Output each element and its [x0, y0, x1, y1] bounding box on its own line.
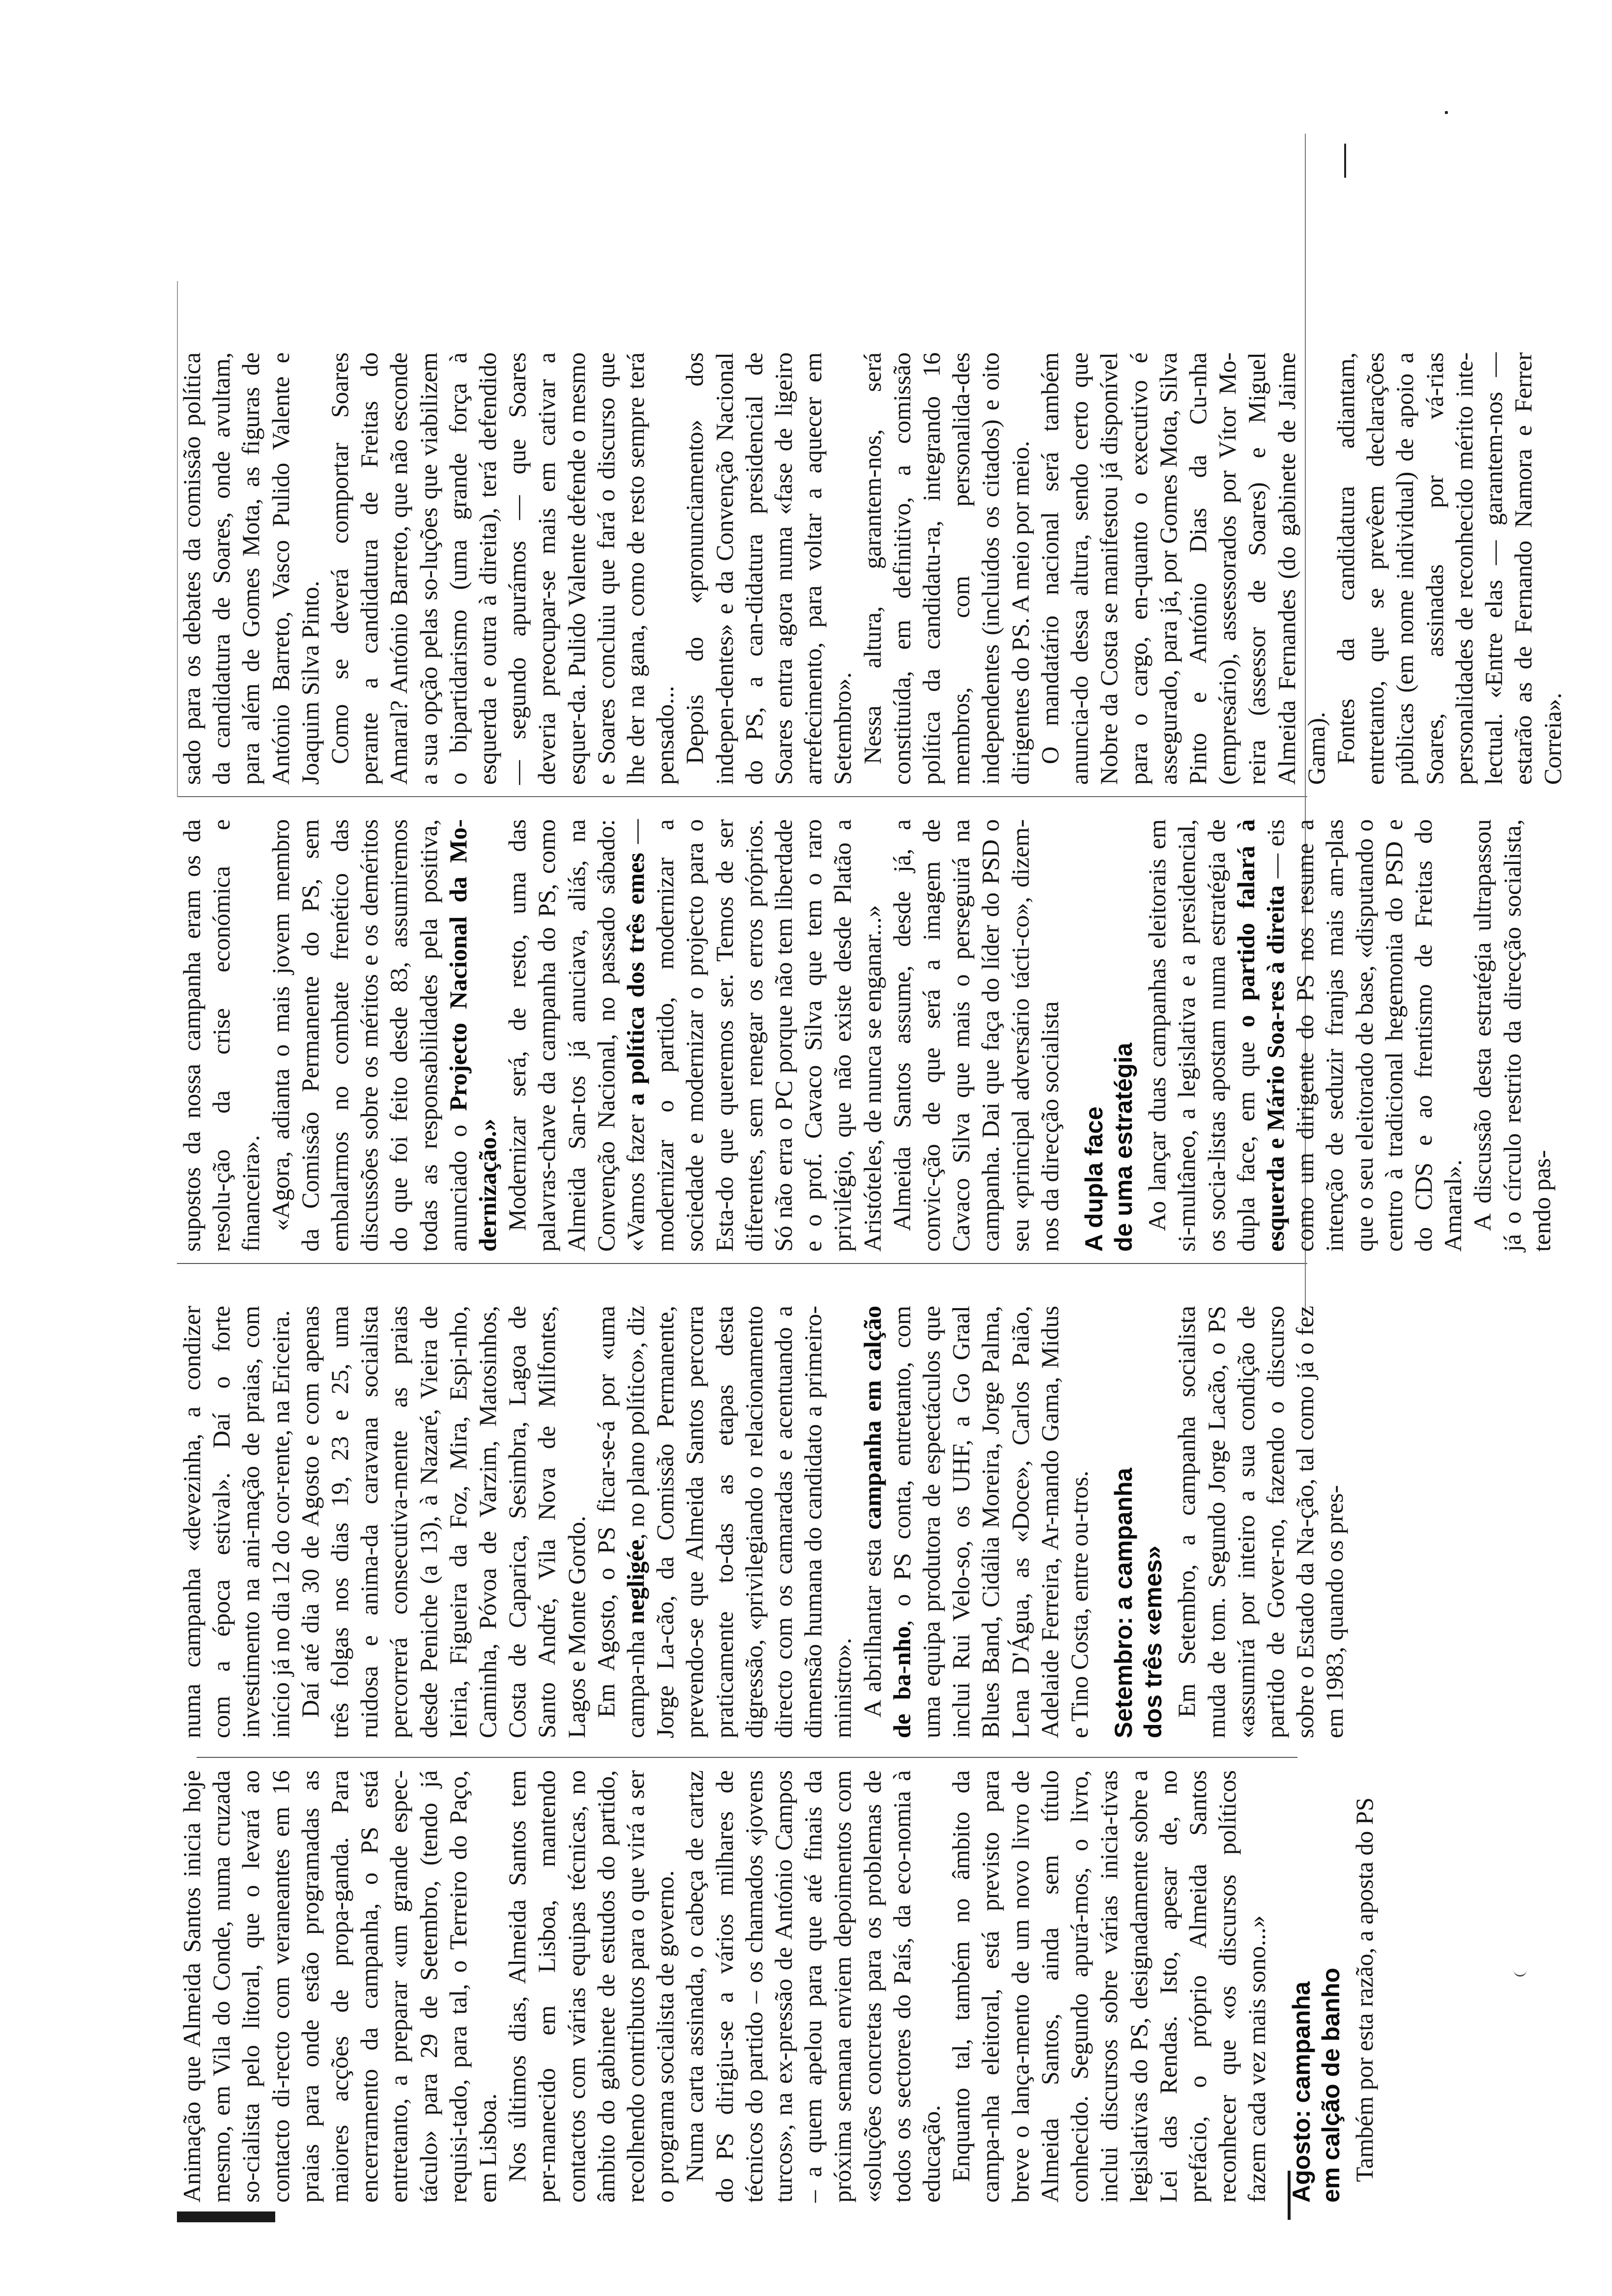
- paragraph-text: O mandatário nacional será também anuncia-do dessa altura, sendo certo que Nobre da Costa se manifestou já disponível para o cargo, en-quanto o executivo é assegurado, para já, por Gomes Mota, Silva Pinto e António Dias da Cu-nha (empresário), assessorados por Vítor Mo-reira (assessor de Soares) e Miguel Almeida Fernandes (do gabinete de Jaime Gama).: [1036, 352, 1330, 785]
- article-paragraph: [858, 352, 1035, 785]
- section-heading-line: A dupla face: [1080, 1106, 1108, 1252]
- paragraph-text: Nessa altura, garantem-nos, será constituída, em definitivo, a comissão política da candidatu-ra, integrando 16 membros, com personalida-des independentes (incluídos os citados) e oito dirigentes do PS. A meio por meio.: [858, 352, 1034, 785]
- article-paragraph: [1142, 819, 1468, 1252]
- section-heading-line: de uma estratégia: [1110, 1042, 1138, 1252]
- article-column-4: [177, 352, 1567, 785]
- section-heading-line: Setembro: a campanha: [1110, 1467, 1138, 1738]
- stray-pencil-mark: [1514, 1968, 1526, 1977]
- article-column-3: [177, 819, 1555, 1252]
- article-column-1: [177, 1770, 1378, 2203]
- bold-phrase: o partido falará à esquerda e Mário Soa-res à direita: [1232, 819, 1289, 1252]
- section-heading-line: Agosto: campanha: [1287, 1981, 1315, 2203]
- article-paragraph: [680, 1770, 946, 2203]
- paragraph-text: A discussão desta estratégia ultrapassou já o círculo restrito da direcção socialista, tendo pas-: [1468, 819, 1555, 1252]
- bold-phrase: negligée: [622, 1539, 650, 1624]
- paragraph-text: Enquanto tal, também no âmbito da campa-nha eleitoral, está previsto para breve o lança-mento de um novo livro de Almeida Santos, ainda sem título conhecido. Segundo apurá-mos, o livro, inclui discursos sobre várias inicia-tivas legislativas do PS, designadamente sobre a Lei das Rendas. Isto, apesar de, no prefácio, o próprio Almeida Santos reconhecer que «os discursos políticos fazem cada vez mais sono...»: [947, 1770, 1271, 2203]
- paragraph-text: — eis como um dirigente do PS nos resume a intenção de seduzir franjas mais am-plas que o seu eleitorado de base, «disputando o centro à tradicional hegemonia do PSD e do CDS e ao frentismo de Freitas do Amaral».: [1261, 819, 1467, 1252]
- column-divider-2-3: [177, 1263, 1307, 1264]
- paragraph-text: Almeida Santos assume, desde já, a convic-ção de que será a imagem de Cavaco Silva que mais o perseguirá na campanha. Dai que faça do líder do PSD o seu «principal adversário tácti-co», dizem-nos da direcção socialista: [888, 819, 1064, 1252]
- paragraph-text: sado para os debates da comissão política da candidatura de Soares, onde avultam, para além de Gomes Mota, as figuras de António Barreto, Vasco Pulido Valente e Joaquim Silva Pinto.: [178, 352, 324, 785]
- section-heading: [1109, 1306, 1168, 1738]
- paragraph-text: Depois do «pronunciamento» dos indepen-dentes» e da Convenção Nacional do PS, a can-didatura presidencial de Soares entra agora numa «fase de ligeiro arrefecimento, para voltar a aquecer em Setembro».: [681, 352, 857, 785]
- paragraph-text: Em Agosto, o PS ficar-se-á por «uma campa-nha: [592, 1306, 650, 1738]
- bold-phrase: a política dos três emes: [622, 853, 650, 1106]
- article-paragraph: [591, 1306, 858, 1738]
- paragraph-text: Como se deverá comportar Soares perante a candidatura de Freitas do Amaral? António Barreto, que não esconde a sua opção pelas so-luções que viabilizem o bipartidarismo (uma grande força à esquerda e outra à direita), terá defendido — segundo apurámos — que Soares deveria preocupar-se mais em cativar a esquer-da. Pulido Valente defende o mesmo e Soares concluiu que fará o discurso que lhe der na gana, como de resto sempre terá pensado...: [326, 352, 679, 785]
- paragraph-text: «Agora, adianta o mais jovem membro da Comissão Permanente do PS, sem embalarmos no combate frenético das discussões sobre os méritos e os deméritos do que foi feito desde 83, assumiremos todas as responsabilidades pela positiva, anunciado o: [266, 819, 472, 1252]
- edge-mark: [1445, 111, 1448, 114]
- column-divider-1-2: [197, 1757, 1297, 1758]
- article-paragraph: [177, 1770, 502, 2203]
- paragraph-text: Também por esta razão, a aposta do PS: [1350, 1797, 1378, 2182]
- article-paragraph: [502, 1770, 680, 2203]
- article-column-2: [177, 1306, 1349, 1738]
- column-divider-3-4: [177, 796, 1307, 797]
- article-paragraph: [1172, 1306, 1349, 1738]
- article-paragraph: [858, 1306, 1094, 1738]
- paragraph-text: numa campanha «devezinha, a condizer com a época estival». Daí o forte investimento na ani-mação de praias, com início já no dia 12 do cor-rente, na Ericeira.: [178, 1306, 294, 1738]
- article-paragraph: [946, 1770, 1271, 2203]
- article-paragraph: [1468, 819, 1556, 1252]
- paragraph-text: Numa carta assinada, o cabeça de cartaz do PS dirigiu-se a vários milhares de técnicos do partido – os chamados «jovens turcos», na ex-pressão de António Campos – a quem apelou para que até finais da próxima semana enviem depoimentos com «soluções concretas para os problemas de todos os sectores do País, da eco-nomia à educação.: [681, 1770, 946, 2203]
- article-paragraph: [1350, 1770, 1379, 2203]
- section-heading-line: em calção de banho: [1317, 1968, 1345, 2203]
- edge-mark: [1344, 144, 1346, 178]
- article-paragraph: [1331, 352, 1568, 785]
- paragraph-text: — modernizar o partido, modernizar a sociedade e modernizar o projecto para o Esta-do que queremos ser. Temos de ser diferentes, sem renegar os erros próprios. Só não erra o PC porque não tem liberdade e o prof. Cavaco Silva que tem o raro privilégio, que não existe desde Platão a Aristóteles, de nunca se enganar...»: [622, 819, 886, 1252]
- bold-phrase: Projecto Nacional da Mo-dernização.»: [444, 819, 502, 1252]
- section-heading-line: dos três «emes»: [1139, 1546, 1167, 1738]
- paragraph-text: Fontes da candidatura adiantam, entretanto, que se prevêem declarações públicas (em nome individual) de apoio a Soares, assinadas por vá-rias personalidades de reconhecido mérito inte-lectual. «Entre elas — garantem-nos — estarão as de Fernando Namora e Ferrer Correia».: [1331, 352, 1567, 785]
- article-paragraph: [1035, 352, 1331, 785]
- paragraph-text: A abrilhantar esta: [858, 1529, 886, 1718]
- paragraph-text: , o PS conta, entretanto, com uma equipa produtora de espectáculos que inclui Rui Velo-so, os UHF, a Go Graal Blues Band, Cidália Moreira, Jorge Palma, Lena D'Água, as «Doce», Carlos Paião, Adelaide Ferreira, Ar-mando Gama, Midus e Tino Costa, entre ou-tros.: [888, 1306, 1094, 1738]
- paragraph-text: Nos últimos dias, Almeida Santos tem per-manecido em Lisboa, mantendo contactos com várias equipas técnicas, no âmbito do gabinete de estudos do partido, recolhendo contributos para o que virá a ser o programa socialista de governo.: [503, 1770, 679, 2203]
- article-paragraph: [177, 352, 325, 785]
- column-top-marker-bar: [177, 2211, 275, 2222]
- section-heading: [1287, 1770, 1346, 2203]
- article-paragraph: [887, 819, 1065, 1252]
- article-paragraph: [266, 819, 503, 1252]
- paragraph-text: , no plano político», diz Jorge La-cão, da Comissão Permanente, prevendo-se que Almeida Santos percorra praticamente to-das as etapas desta digressão, «privilegiando o relacionamento directo com os camaradas e acentuando a dimensão humana do candidato a primeiro-ministro».: [622, 1306, 857, 1738]
- paragraph-text: Ao lançar duas campanhas eleitorais em si-multâneo, a legislativa e a presidencial, os socia-listas apostam numa estratégia de dupla face, em que: [1143, 819, 1260, 1252]
- paragraph-text: Daí até dia 30 de Agosto e com apenas três folgas nos dias 19, 23 e 25, uma ruidosa e anima-da caravana socialista percorrerá consecutiva-mente as praias desde Peniche (a 13), à Nazaré, Vieira de Ieiria, Figueira da Foz, Mira, Espi-nho, Caminha, Póvoa de Varzim, Matosinhos, Costa de Caparica, Sesimbra, Lagoa de Santo André, Vila Nova de Milfontes, Lagos e Monte Gordo.: [296, 1306, 590, 1738]
- paragraph-text: Em Setembro, a campanha socialista muda de tom. Segundo Jorge Lacão, o PS «assumirá por inteiro a sua condição de partido de Gover-no, fazendo o discurso sobre o Estado da Na-ção, tal como já o fez em 1983, quando os pres-: [1173, 1306, 1349, 1738]
- article-paragraph: [502, 819, 887, 1252]
- section-heading: [1079, 819, 1138, 1252]
- paragraph-text: Animação que Almeida Santos inicia hoje mesmo, em Vila do Conde, numa cruzada so-cialista pelo litoral, que o levará ao contacto di-recto com veraneantes em 16 praias para onde estão programadas as maiores acções de propa-ganda. Para encerramento da campanha, o PS está entretanto, a preparar «um grande espec-táculo» para 29 de Setembro, (tendo já requisi-tado, para tal, o Terreiro do Paço, em Lisboa.: [178, 1770, 502, 2203]
- paragraph-text: Modernizar será, de resto, uma das palavras-chave da campanha do PS, como Almeida San-tos já anuciava, aliás, na Convenção Nacional, no passado sábado: «Vamos fazer: [503, 819, 650, 1252]
- article-paragraph: [295, 1306, 591, 1738]
- article-paragraph: [325, 352, 680, 785]
- article-paragraph: [177, 1306, 295, 1738]
- article-paragraph: [680, 352, 857, 785]
- bold-phrase: campanha em calção de ba-nho: [858, 1306, 916, 1738]
- paragraph-text: supostos da nossa campanha eram os da resolu-ção da crise económica e financeira».: [178, 819, 265, 1252]
- article-paragraph: [177, 819, 266, 1252]
